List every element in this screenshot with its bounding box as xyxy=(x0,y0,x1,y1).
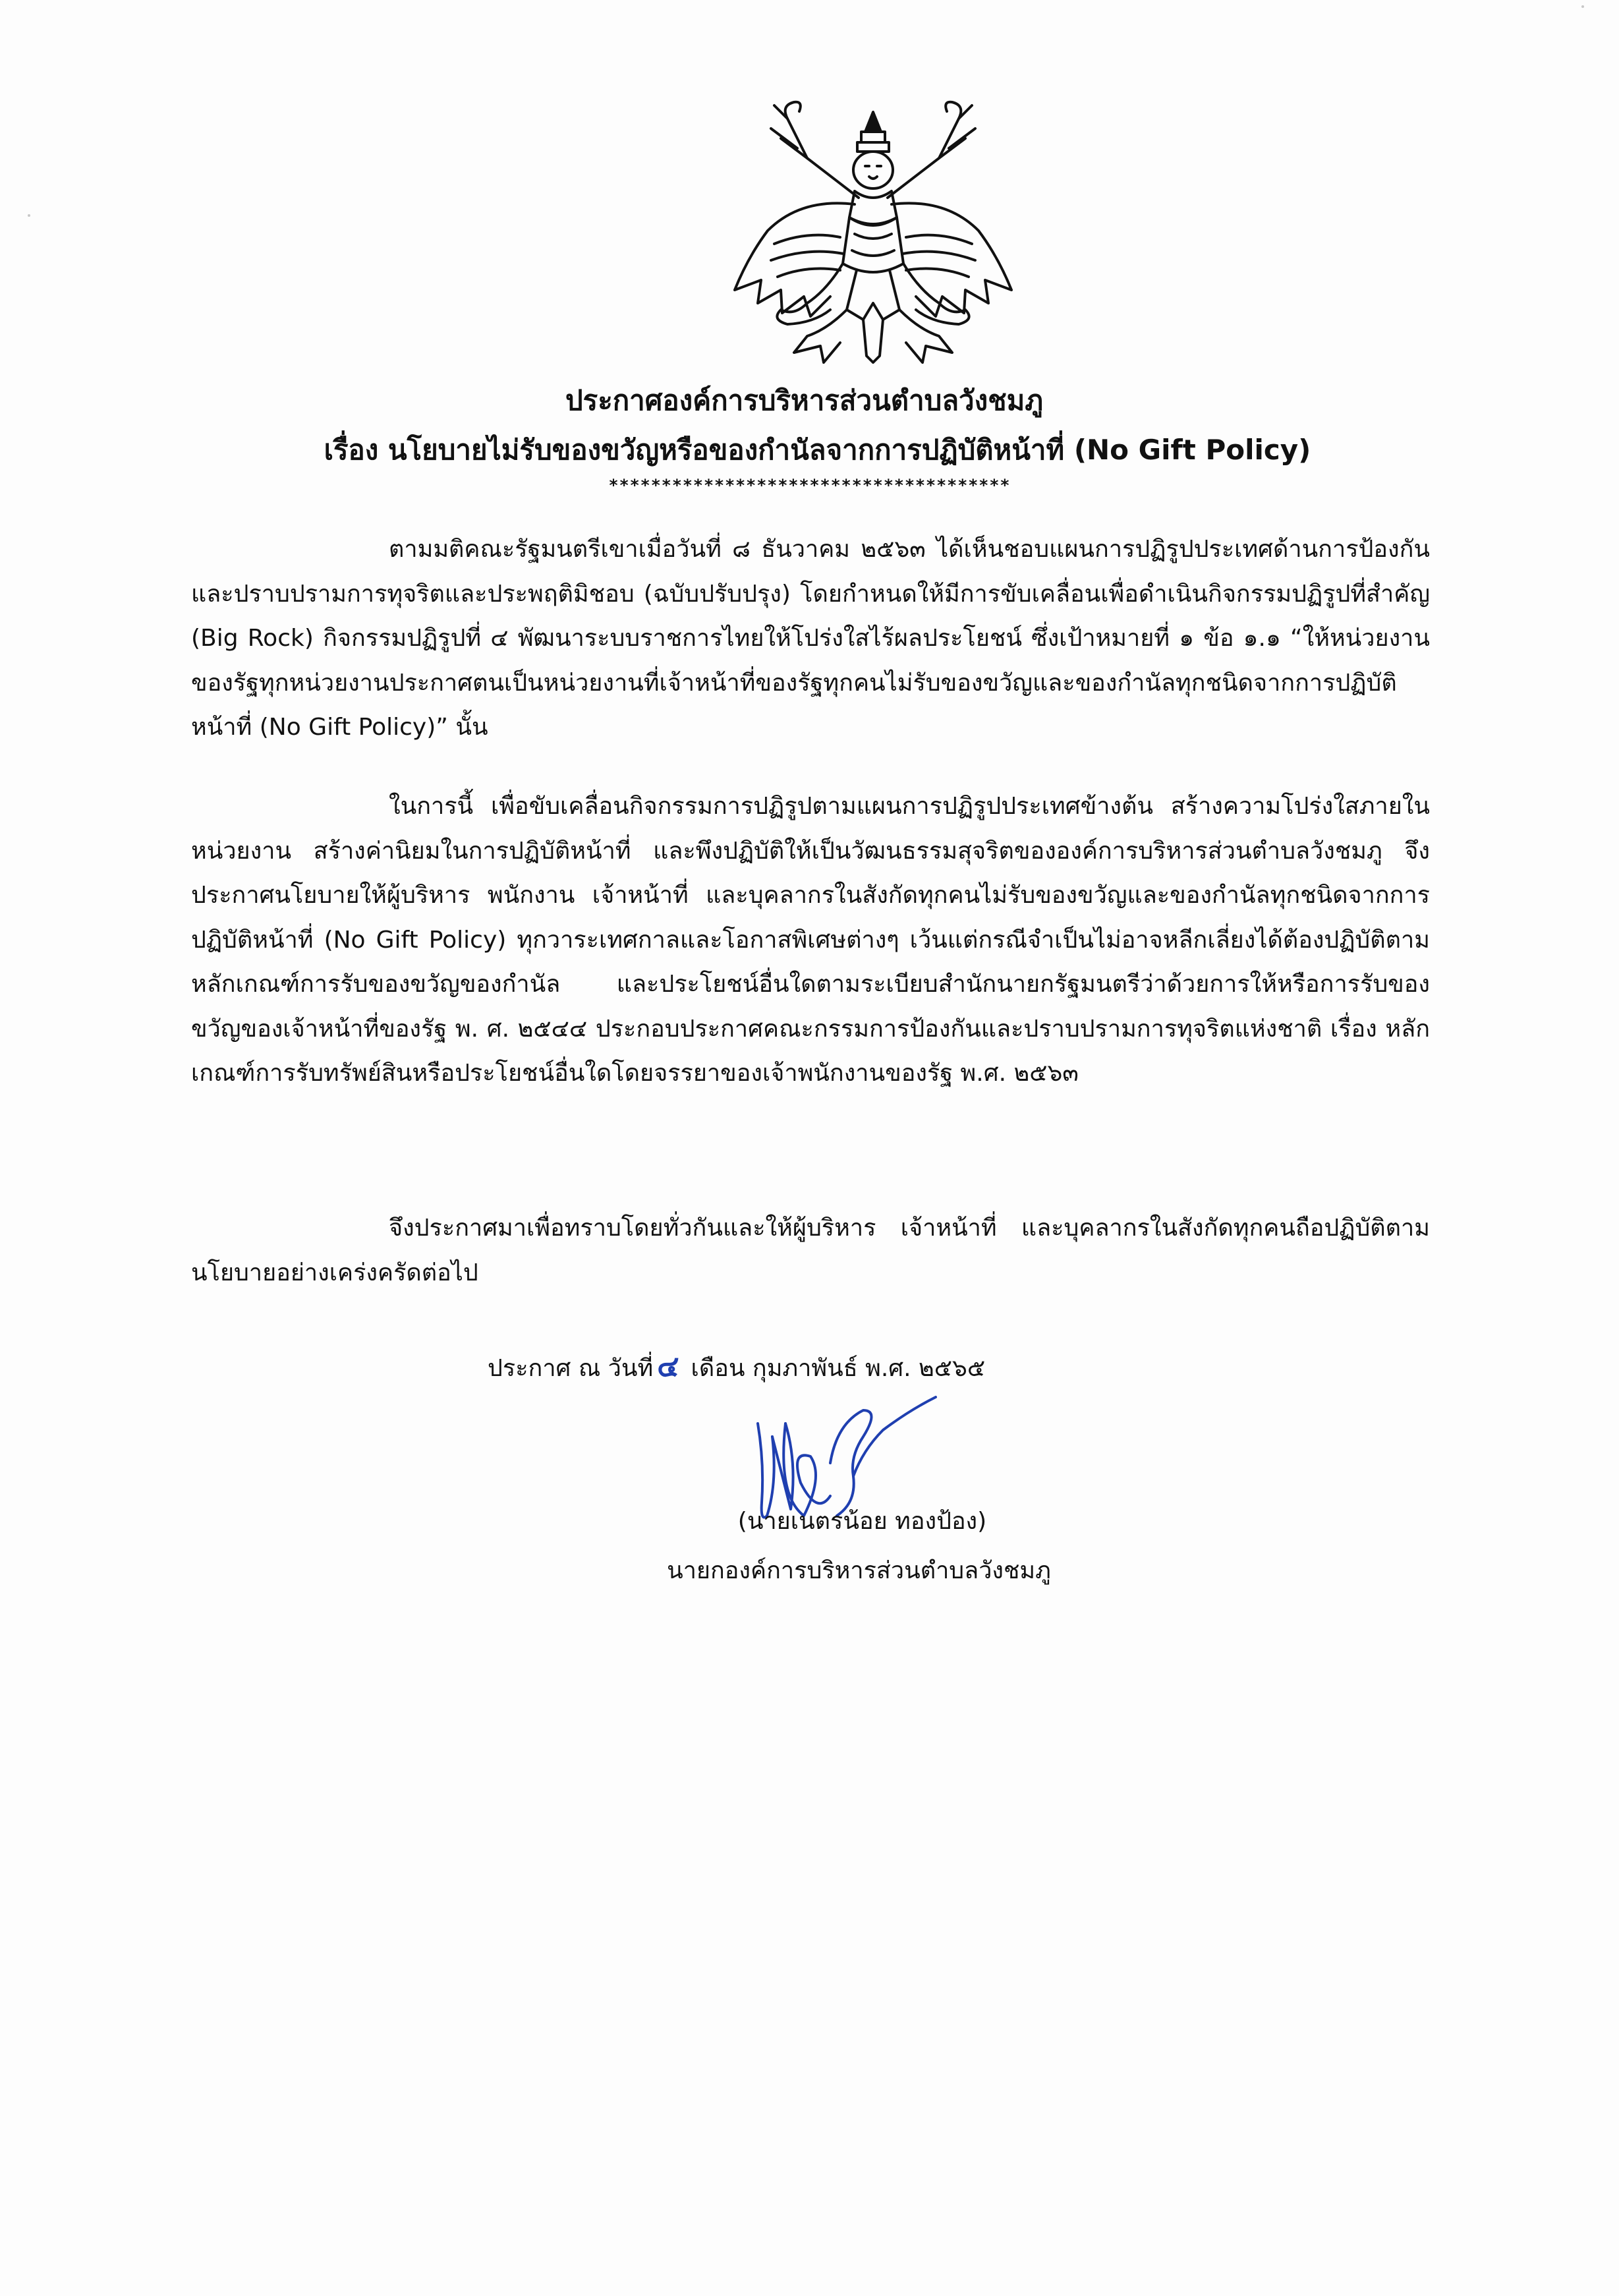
separator-line: ************************************** xyxy=(608,476,1011,495)
announce-month-year: เดือน กุมภาพันธ์ พ.ศ. ๒๕๖๕ xyxy=(691,1355,986,1382)
handwritten-day: ๔ xyxy=(657,1350,679,1383)
body-paragraph-1: ตามมติคณะรัฐมนตรีเขาเมื่อวันที่ ๘ ธันวาคม ๒๕๖๓ ได้เห็นชอบแผนการปฏิรูปประเทศด้านการป้องกันและปราบปรามการทุจริตและประพฤติมิชอบ (ฉบับปรับปรุง) โดยกำหนดให้มีการขับเคลื่อนเพื่อดำเนินกิจกรรมปฏิรูปที่สำคัญ (Big Rock) กิจกรรมปฏิรูปที่ ๔ พัฒนาระบบราชการไทยให้โปร่งใสไร้ผลประโยชน์ ซึ่งเป้าหมายที่ ๑ ข้อ ๑.๑ “ให้หน่วยงานของรัฐทุกหน่วยงานประกาศตนเป็นหน่วยงานที่เจ้าหน้าที่ของรัฐทุกคนไม่รับของขวัญและของกำนัลทุกชนิดจากการปฏิบัติหน้าที่ (No Gift Policy)” นั้น xyxy=(191,536,1430,741)
announce-label: ประกาศ ณ วันที่ xyxy=(488,1355,654,1382)
scan-speck xyxy=(1581,5,1584,8)
signer-name: (นายเนตรน้อย ทองป้อง) xyxy=(737,1508,987,1535)
garuda-emblem-icon xyxy=(708,92,1038,376)
document-title: ประกาศองค์การบริหารส่วนตำบลวังชมภู xyxy=(565,384,1044,416)
scan-speck xyxy=(28,214,30,217)
body-paragraph-2: ในการนี้ เพื่อขับเคลื่อนกิจกรรมการปฏิรูปตามแผนการปฏิรูปประเทศข้างต้น สร้างความโปร่งใสภายในหน่วยงาน สร้างค่านิยมในการปฏิบัติหน้าที่ และพึงปฏิบัติให้เป็นวัฒนธรรมสุจริตขององค์การบริหารส่วนตำบลวังชมภู จึงประกาศนโยบายให้ผู้บริหาร พนักงาน เจ้าหน้าที่ และบุคลากรในสังกัดทุกคนไม่รับของขวัญและของกำนัลทุกชนิดจากการปฏิบัติหน้าที่ (No Gift Policy) ทุกวาระเทศกาลและโอกาสพิเศษต่างๆ เว้นแต่กรณีจำเป็นไม่อาจหลีกเลี่ยงได้ต้องปฏิบัติตามหลักเกณฑ์การรับของขวัญของกำนัล และประโยชน์อื่นใดตามระเบียบสำนักนายกรัฐมนตรีว่าด้วยการให้หรือการรับของขวัญของเจ้าหน้าที่ของรัฐ พ. ศ. ๒๕๔๔ ประกอบประกาศคณะกรรมการป้องกันและปราบปรามการทุจริตแห่งชาติ เรื่อง หลักเกณฑ์การรับทรัพย์สินหรือประโยชน์อื่นใดโดยจรรยาของเจ้าพนักงานของรัฐ พ.ศ. ๒๕๖๓ xyxy=(191,793,1430,1087)
document-subject: เรื่อง นโยบายไม่รับของขวัญหรือของกำนัลจากการปฏิบัติหน้าที่ (No Gift Policy) xyxy=(324,434,1311,466)
signer-position: นายกองค์การบริหารส่วนตำบลวังชมภู xyxy=(667,1557,1051,1584)
body-paragraph-3: จึงประกาศมาเพื่อทราบโดยทั่วกันและให้ผู้บริหาร เจ้าหน้าที่ และบุคลากรในสังกัดทุกคนถือปฏิบัติตามนโยบายอย่างเคร่งครัดต่อไป xyxy=(191,1215,1430,1286)
